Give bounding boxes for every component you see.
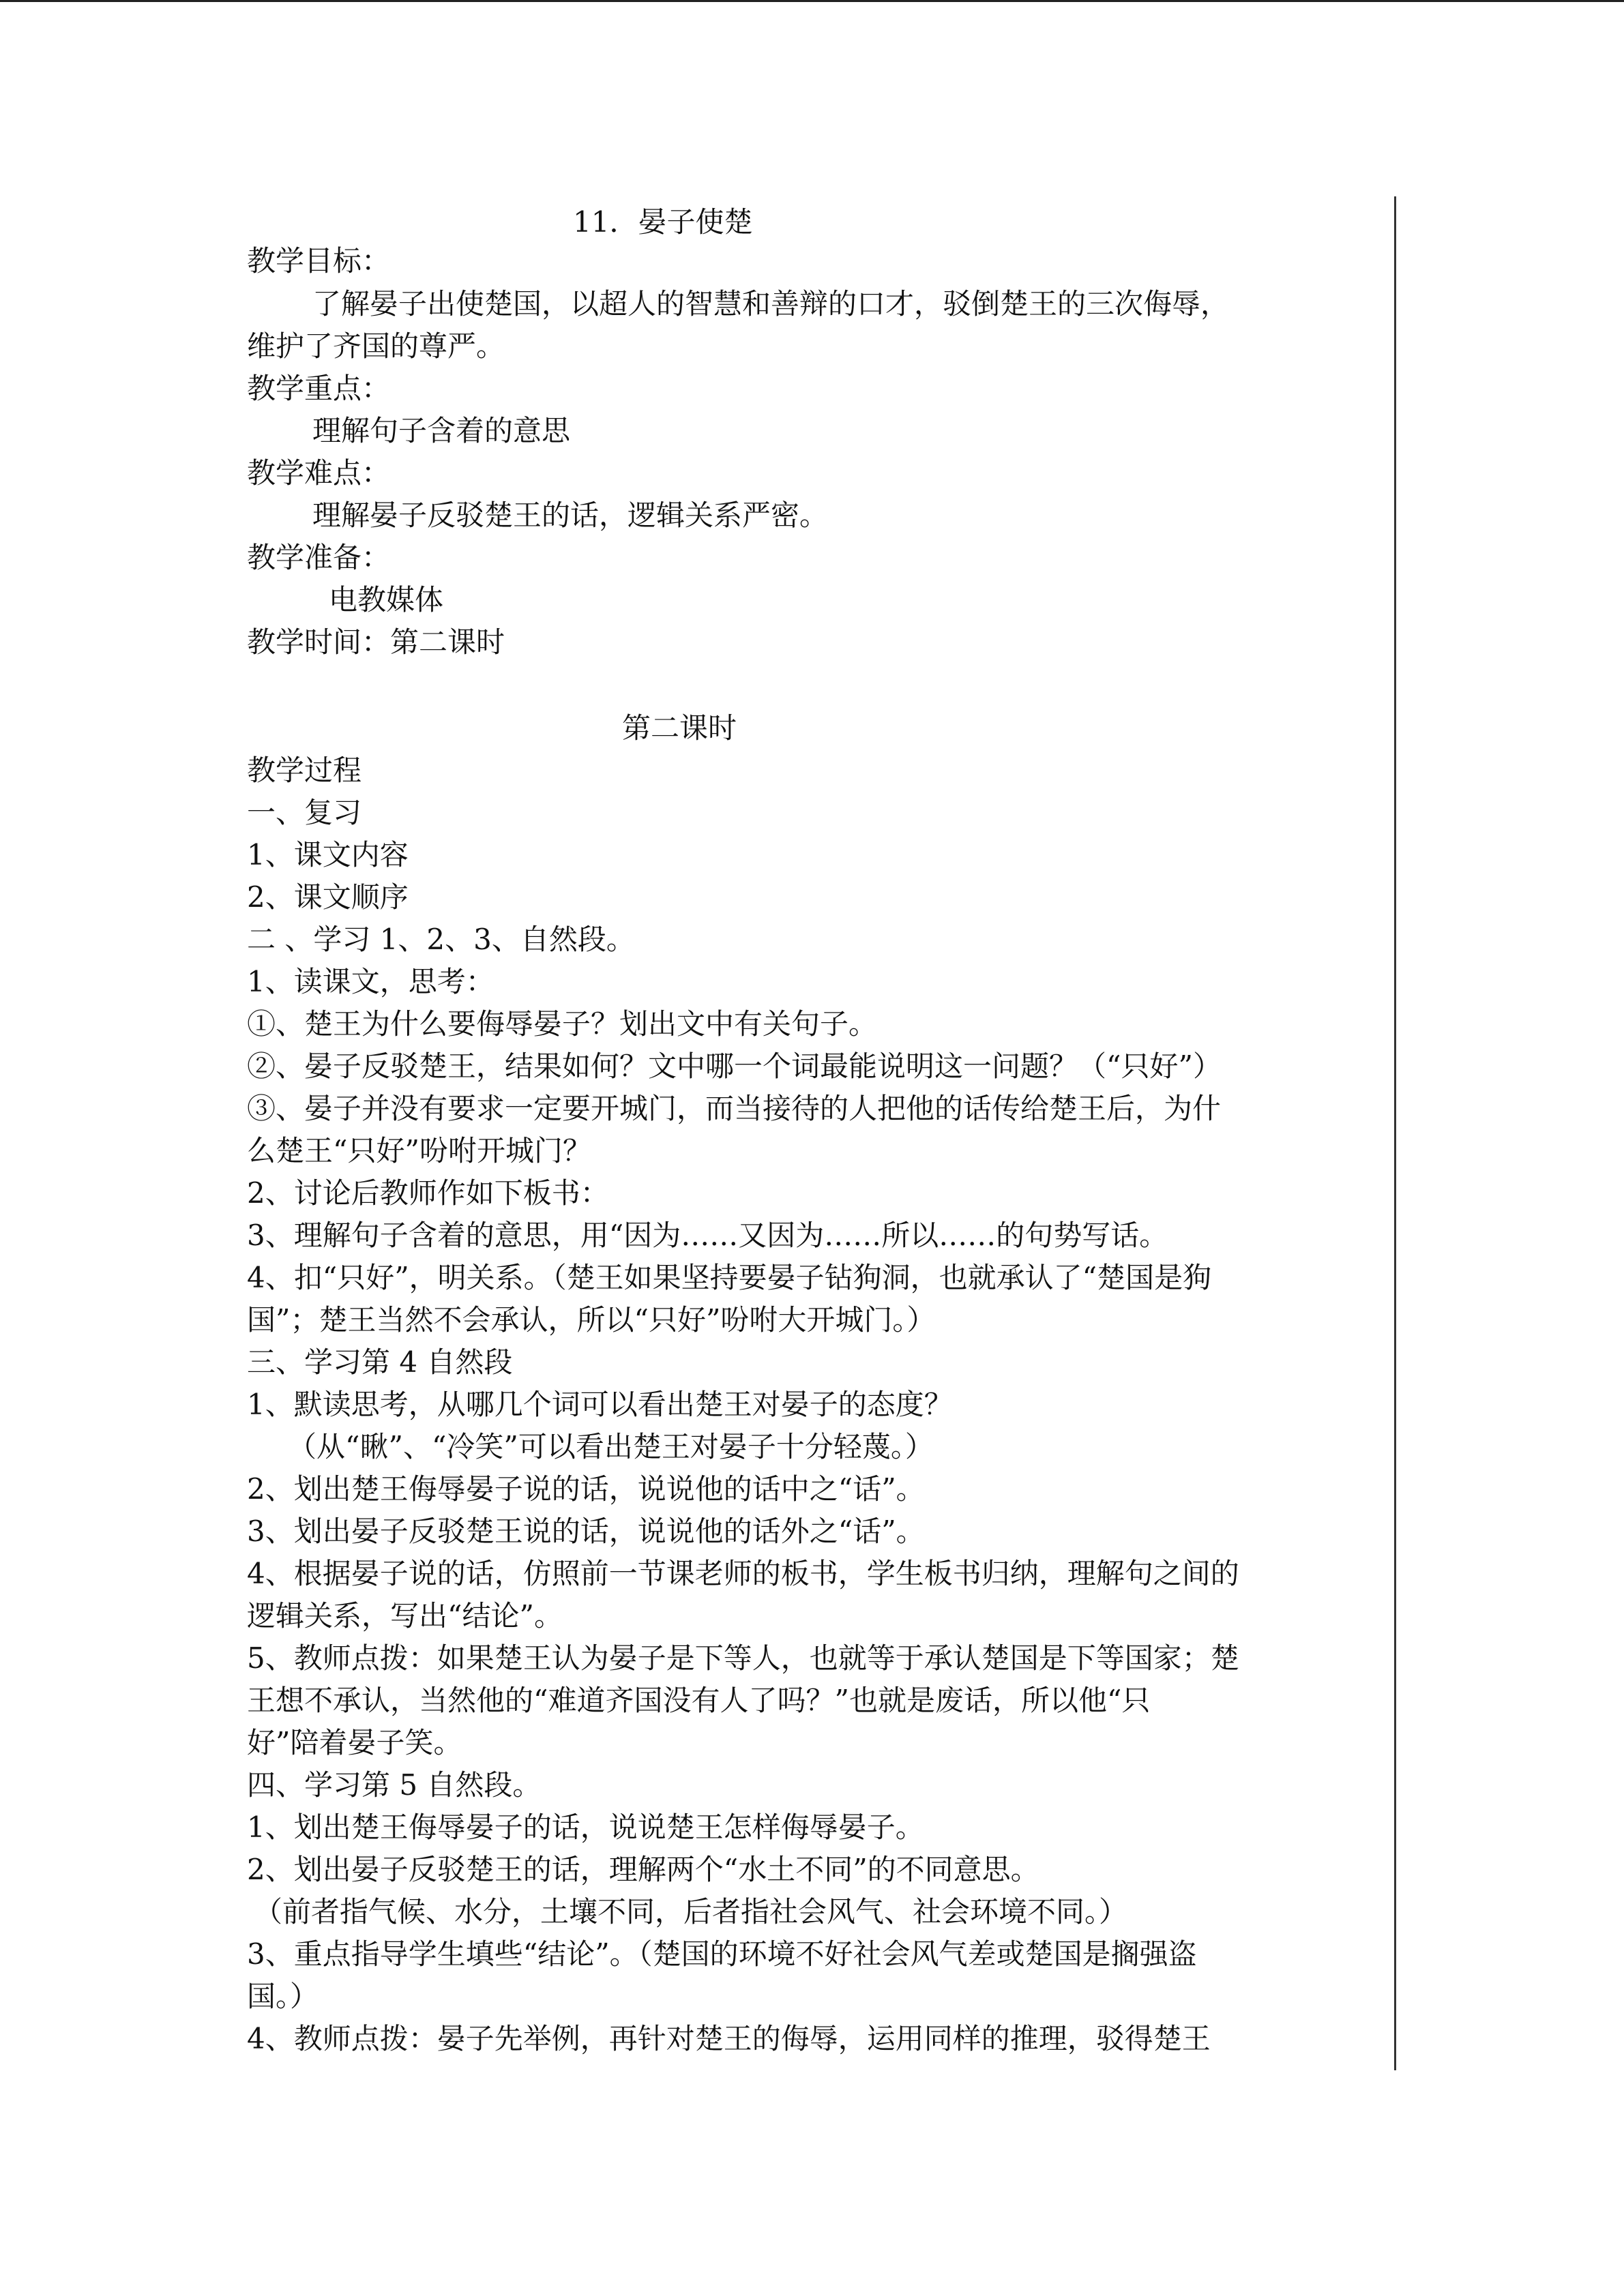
text-line: （前者指气候、水分，土壤不同，后者指社会风气、社会环境不同。） — [254, 1895, 1128, 1928]
right-margin-line — [1394, 196, 1396, 2070]
text-line: 四、学习第 5 自然段。 — [247, 1768, 542, 1802]
subtitle-second-lesson: 第二课时 — [622, 711, 737, 745]
text-line: ②、晏子反驳楚王，结果如何？文中哪一个词最能说明这一问题？（“只好”） — [247, 1049, 1222, 1083]
text-line: 4、根据晏子说的话，仿照前一节课老师的板书，学生板书归纳，理解句之间的 — [247, 1557, 1239, 1590]
text-line: 3、重点指导学生填些“结论”。（楚国的环境不好社会风气差或楚国是搁强盗 — [247, 1937, 1197, 1971]
text-line: 维护了齐国的尊严。 — [247, 329, 505, 363]
top-border-line — [0, 0, 1624, 2]
text-line: 好”陪着晏子笑。 — [247, 1726, 462, 1759]
text-line: 1、课文内容 — [247, 838, 409, 871]
text-line: 2、划出楚王侮辱晏子说的话，说说他的话中之“话”。 — [247, 1472, 925, 1506]
text-line: 3、理解句子含着的意思，用“因为……又因为……所以……的句势写话。 — [247, 1219, 1168, 1252]
text-line: ③、晏子并没有要求一定要开城门，而当接待的人把他的话传给楚王后，为什 — [247, 1092, 1222, 1125]
text-line: 4、扣“只好”，明关系。（楚王如果坚持要晏子钻狗洞，也就承认了“楚国是狗 — [247, 1261, 1212, 1294]
section-heading-process: 教学过程 — [247, 754, 362, 787]
text-line: 理解句子含着的意思 — [312, 414, 571, 447]
text-line: 一、复习 — [247, 796, 362, 829]
lesson-title: 11．晏子使楚 — [573, 205, 753, 239]
text-line: 王想不承认，当然他的“难道齐国没有人了吗？”也就是废话，所以他“只 — [247, 1684, 1151, 1717]
text-line: 2、划出晏子反驳楚王的话，理解两个“水土不同”的不同意思。 — [247, 1853, 1039, 1886]
section-heading-preparation: 教学准备： — [247, 541, 391, 574]
text-line: 三、学习第 4 自然段 — [247, 1345, 513, 1379]
text-line: 2、讨论后教师作如下板书： — [247, 1176, 609, 1210]
text-line: 电教媒体 — [329, 583, 444, 616]
text-line: 二 、学习 1、2、3、自然段。 — [247, 923, 635, 956]
text-line: 4、教师点拨：晏子先举例，再针对楚王的侮辱，运用同样的推理，驳得楚王 — [247, 2022, 1211, 2055]
text-line: 理解晏子反驳楚王的话，逻辑关系严密。 — [312, 498, 829, 532]
text-line: （从“瞅”、“冷笑”可以看出楚王对晏子十分轻蔑。） — [288, 1430, 934, 1463]
text-line: ①、楚王为什么要侮辱晏子？划出文中有关句子。 — [247, 1007, 878, 1041]
text-line: 国。） — [247, 1980, 319, 2013]
section-heading-key-points: 教学重点： — [247, 372, 391, 405]
section-heading-difficulties: 教学难点： — [247, 456, 391, 490]
text-line: 逻辑关系，写出“结论”。 — [247, 1599, 563, 1632]
text-line: 1、读课文，思考： — [247, 965, 494, 998]
text-line: 5、教师点拨：如果楚王认为晏子是下等人，也就等于承认楚国是下等国家；楚 — [247, 1641, 1239, 1675]
text-line: 3、划出晏子反驳楚王说的话，说说他的话外之“话”。 — [247, 1515, 925, 1548]
text-line: 国”；楚王当然不会承认，所以“只好”吩咐大开城门。） — [247, 1303, 936, 1337]
text-line: 1、默读思考，从哪几个词可以看出楚王对晏子的态度？ — [247, 1388, 953, 1421]
text-line: 2、课文顺序 — [247, 880, 409, 914]
text-line: 1、划出楚王侮辱晏子的话，说说楚王怎样侮辱晏子。 — [247, 1810, 924, 1844]
text-line: 么楚王“只好”吩咐开城门？ — [247, 1134, 591, 1167]
section-heading-time: 教学时间：第二课时 — [247, 625, 505, 659]
text-line: 了解晏子出使楚国，以超人的智慧和善辩的口才，驳倒楚王的三次侮辱， — [312, 287, 1230, 320]
section-heading-objectives: 教学目标： — [247, 244, 391, 278]
